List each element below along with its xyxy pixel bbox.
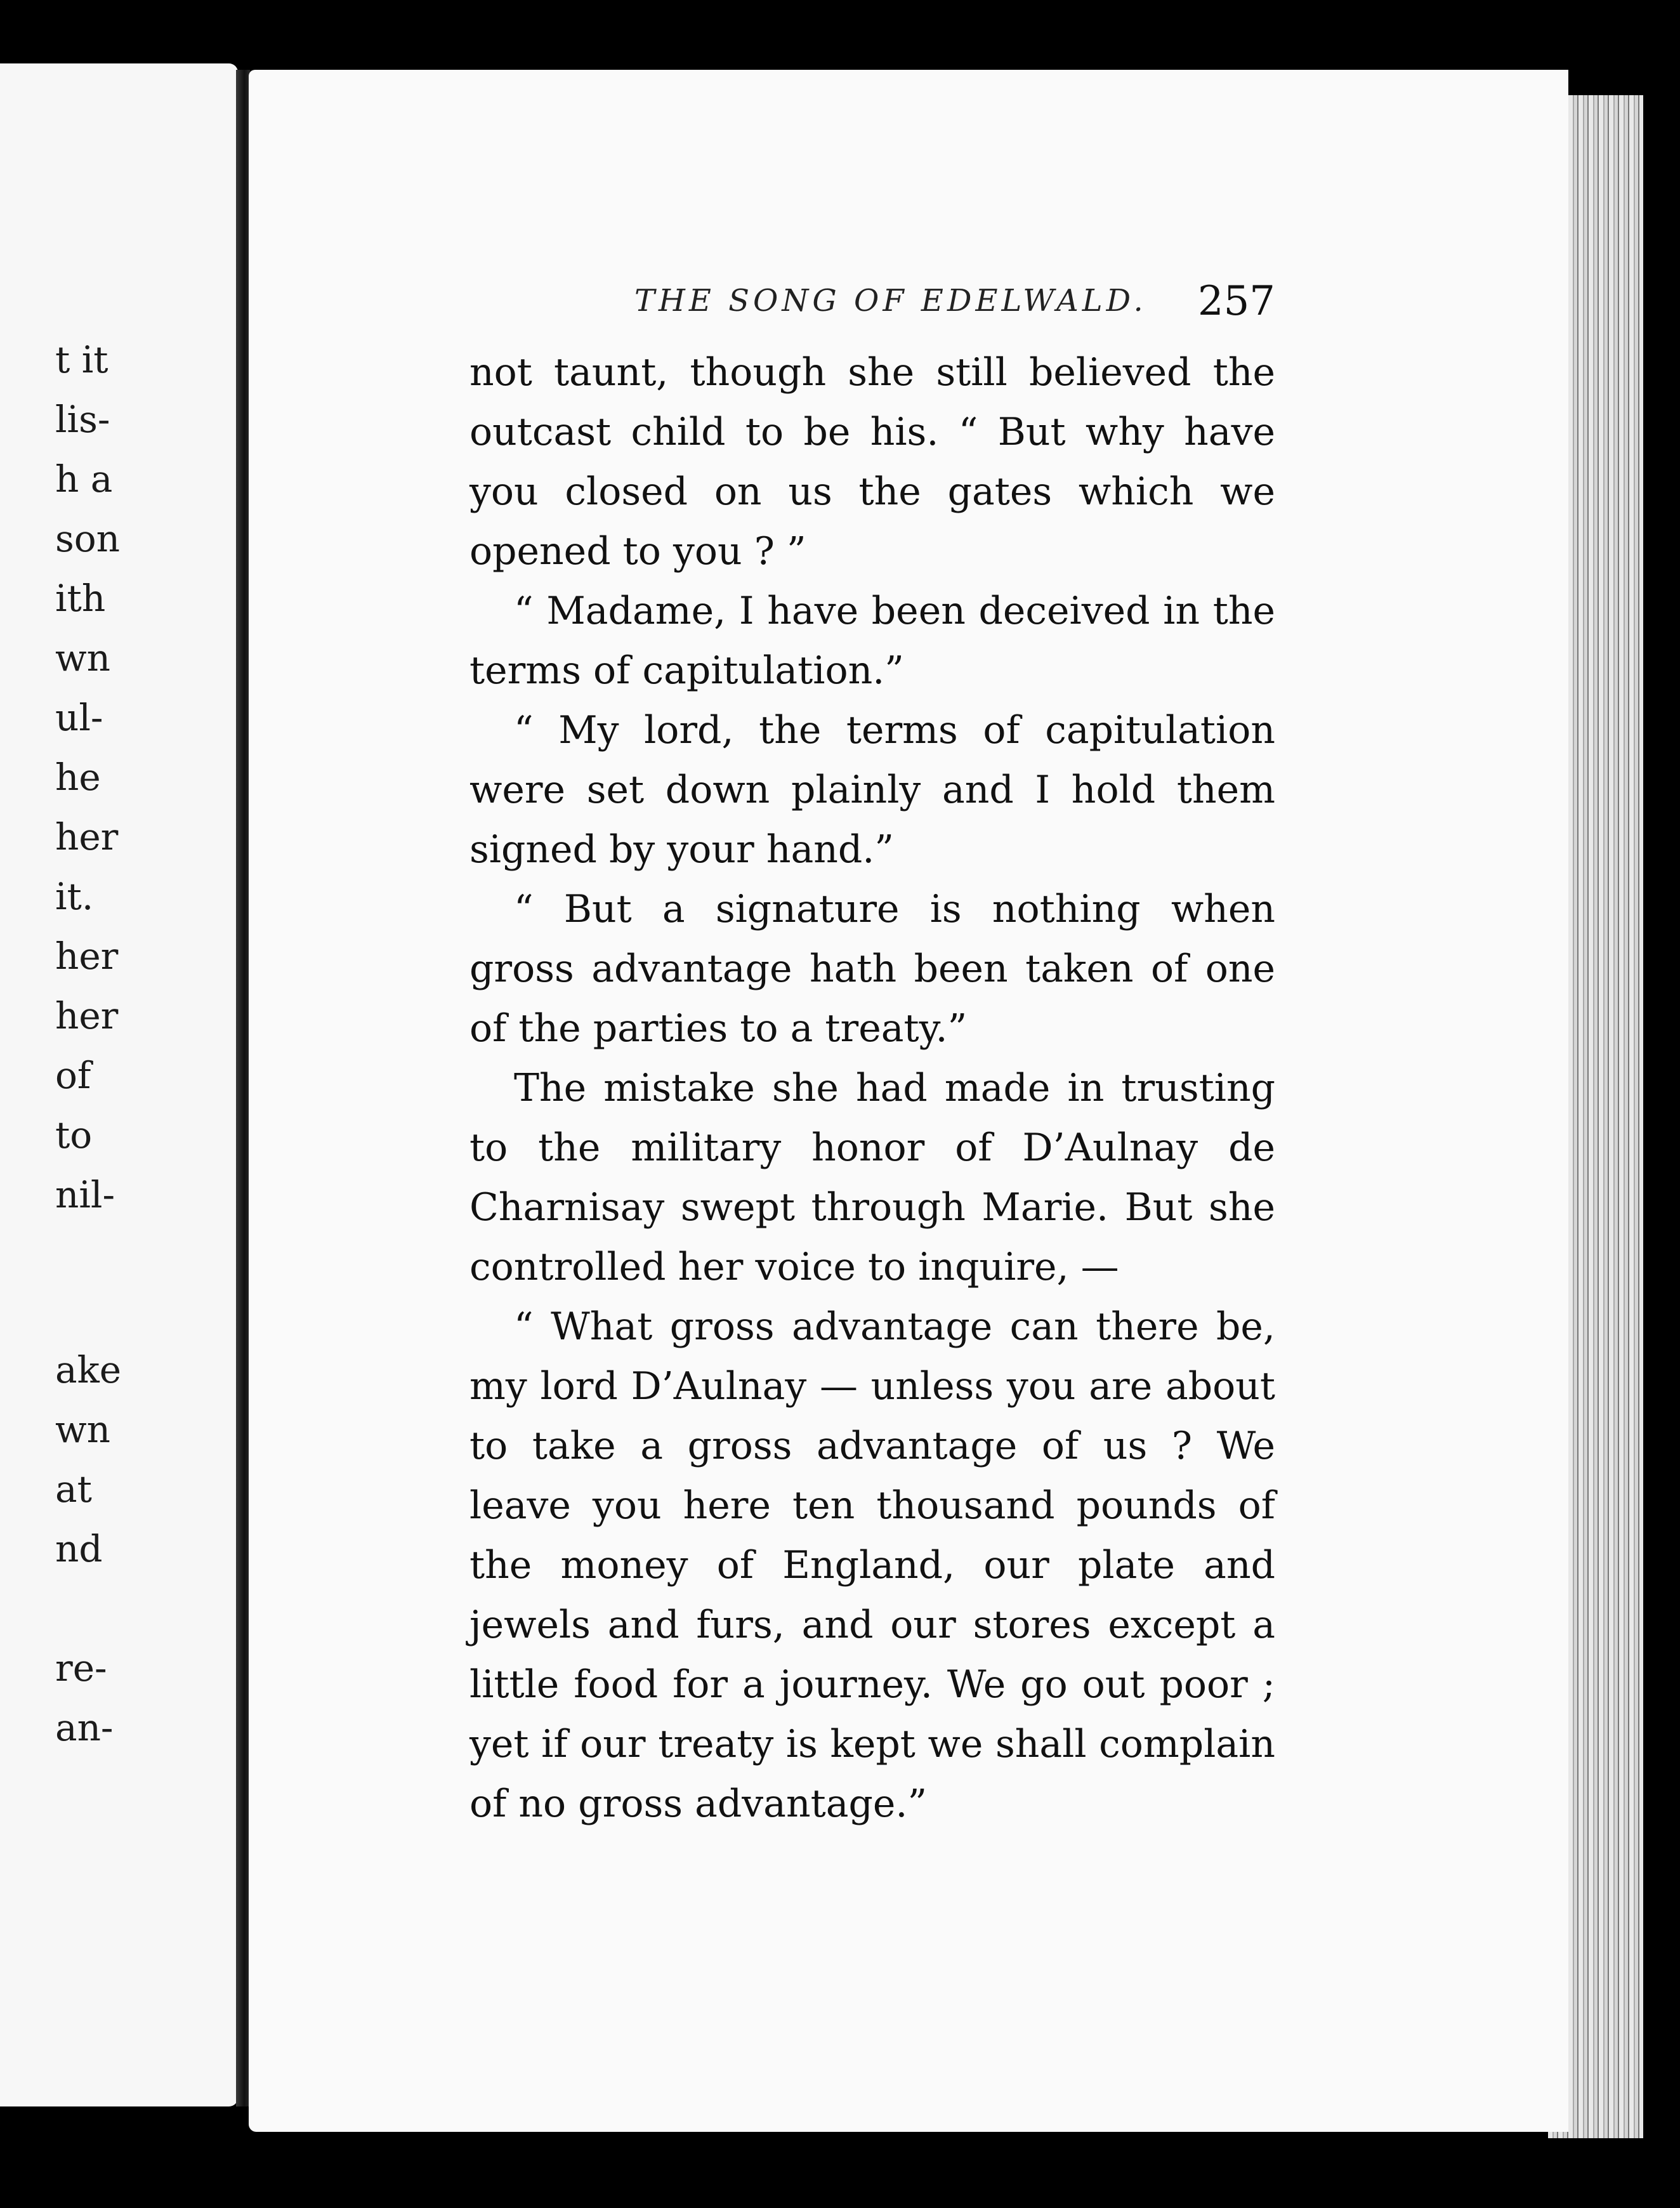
- left-line-fragment: son: [55, 517, 121, 560]
- left-line-fragment: re-: [55, 1646, 107, 1690]
- left-line-fragment: ake: [55, 1348, 122, 1391]
- paragraph: not taunt, though she still believed the outcast child to be his. “ But why have you closed on us the gates which we opened to you ? ”: [469, 350, 1275, 574]
- left-page: [0, 63, 238, 2106]
- running-title: THE SONG OF EDELWALD.: [634, 283, 1147, 319]
- left-line-fragment: her: [55, 815, 119, 858]
- body-text: [469, 343, 1275, 1834]
- left-line-fragment: t it: [55, 338, 108, 381]
- left-line-fragment: h a: [55, 457, 113, 501]
- left-line-fragment: wn: [55, 636, 110, 680]
- paragraph: “ What gross advantage can there be, my lord D’Aulnay — unless you are about to take a gross advantage of us ? We leave you here ten thousand pounds of the money of England, our plate and jewels and furs, and our stores except a little food for a journey. We go out poor ; yet if our treaty is kept we shall complain of no gross advantage.”: [469, 1304, 1275, 1826]
- left-line-fragment: nd: [55, 1527, 103, 1570]
- left-line-fragment: ith: [55, 577, 106, 620]
- left-line-fragment: at: [55, 1468, 92, 1511]
- paragraph: The mistake she had made in trusting to the military honor of D’Aulnay de Charnisay swept through Marie. But she controlled her voice to inquire, —: [469, 1066, 1275, 1289]
- book-spine: [236, 70, 250, 2106]
- page-number: 257: [1197, 278, 1275, 325]
- left-line-fragment: lis-: [55, 398, 110, 441]
- paragraph: “ But a signature is nothing when gross advantage hath been taken of one of the parties to a treaty.”: [469, 887, 1275, 1051]
- left-line-fragment: an-: [55, 1706, 114, 1749]
- left-line-fragment: he: [55, 756, 101, 799]
- left-line-fragment: of: [55, 1054, 91, 1097]
- paragraph: “ My lord, the terms of capitulation were set down plainly and I hold them signed by your hand.”: [469, 708, 1275, 872]
- left-line-fragment: her: [55, 994, 119, 1037]
- left-page-edge-text: [0, 63, 238, 2106]
- left-line-fragment: it.: [55, 875, 94, 918]
- left-line-fragment: ul-: [55, 696, 103, 739]
- running-head: [634, 278, 1275, 329]
- left-line-fragment: nil-: [55, 1173, 115, 1216]
- left-line-fragment: wn: [55, 1408, 110, 1451]
- left-line-fragment: to: [55, 1114, 93, 1157]
- paragraph: “ Madame, I have been deceived in the terms of capitulation.”: [469, 589, 1275, 693]
- left-line-fragment: her: [55, 935, 119, 978]
